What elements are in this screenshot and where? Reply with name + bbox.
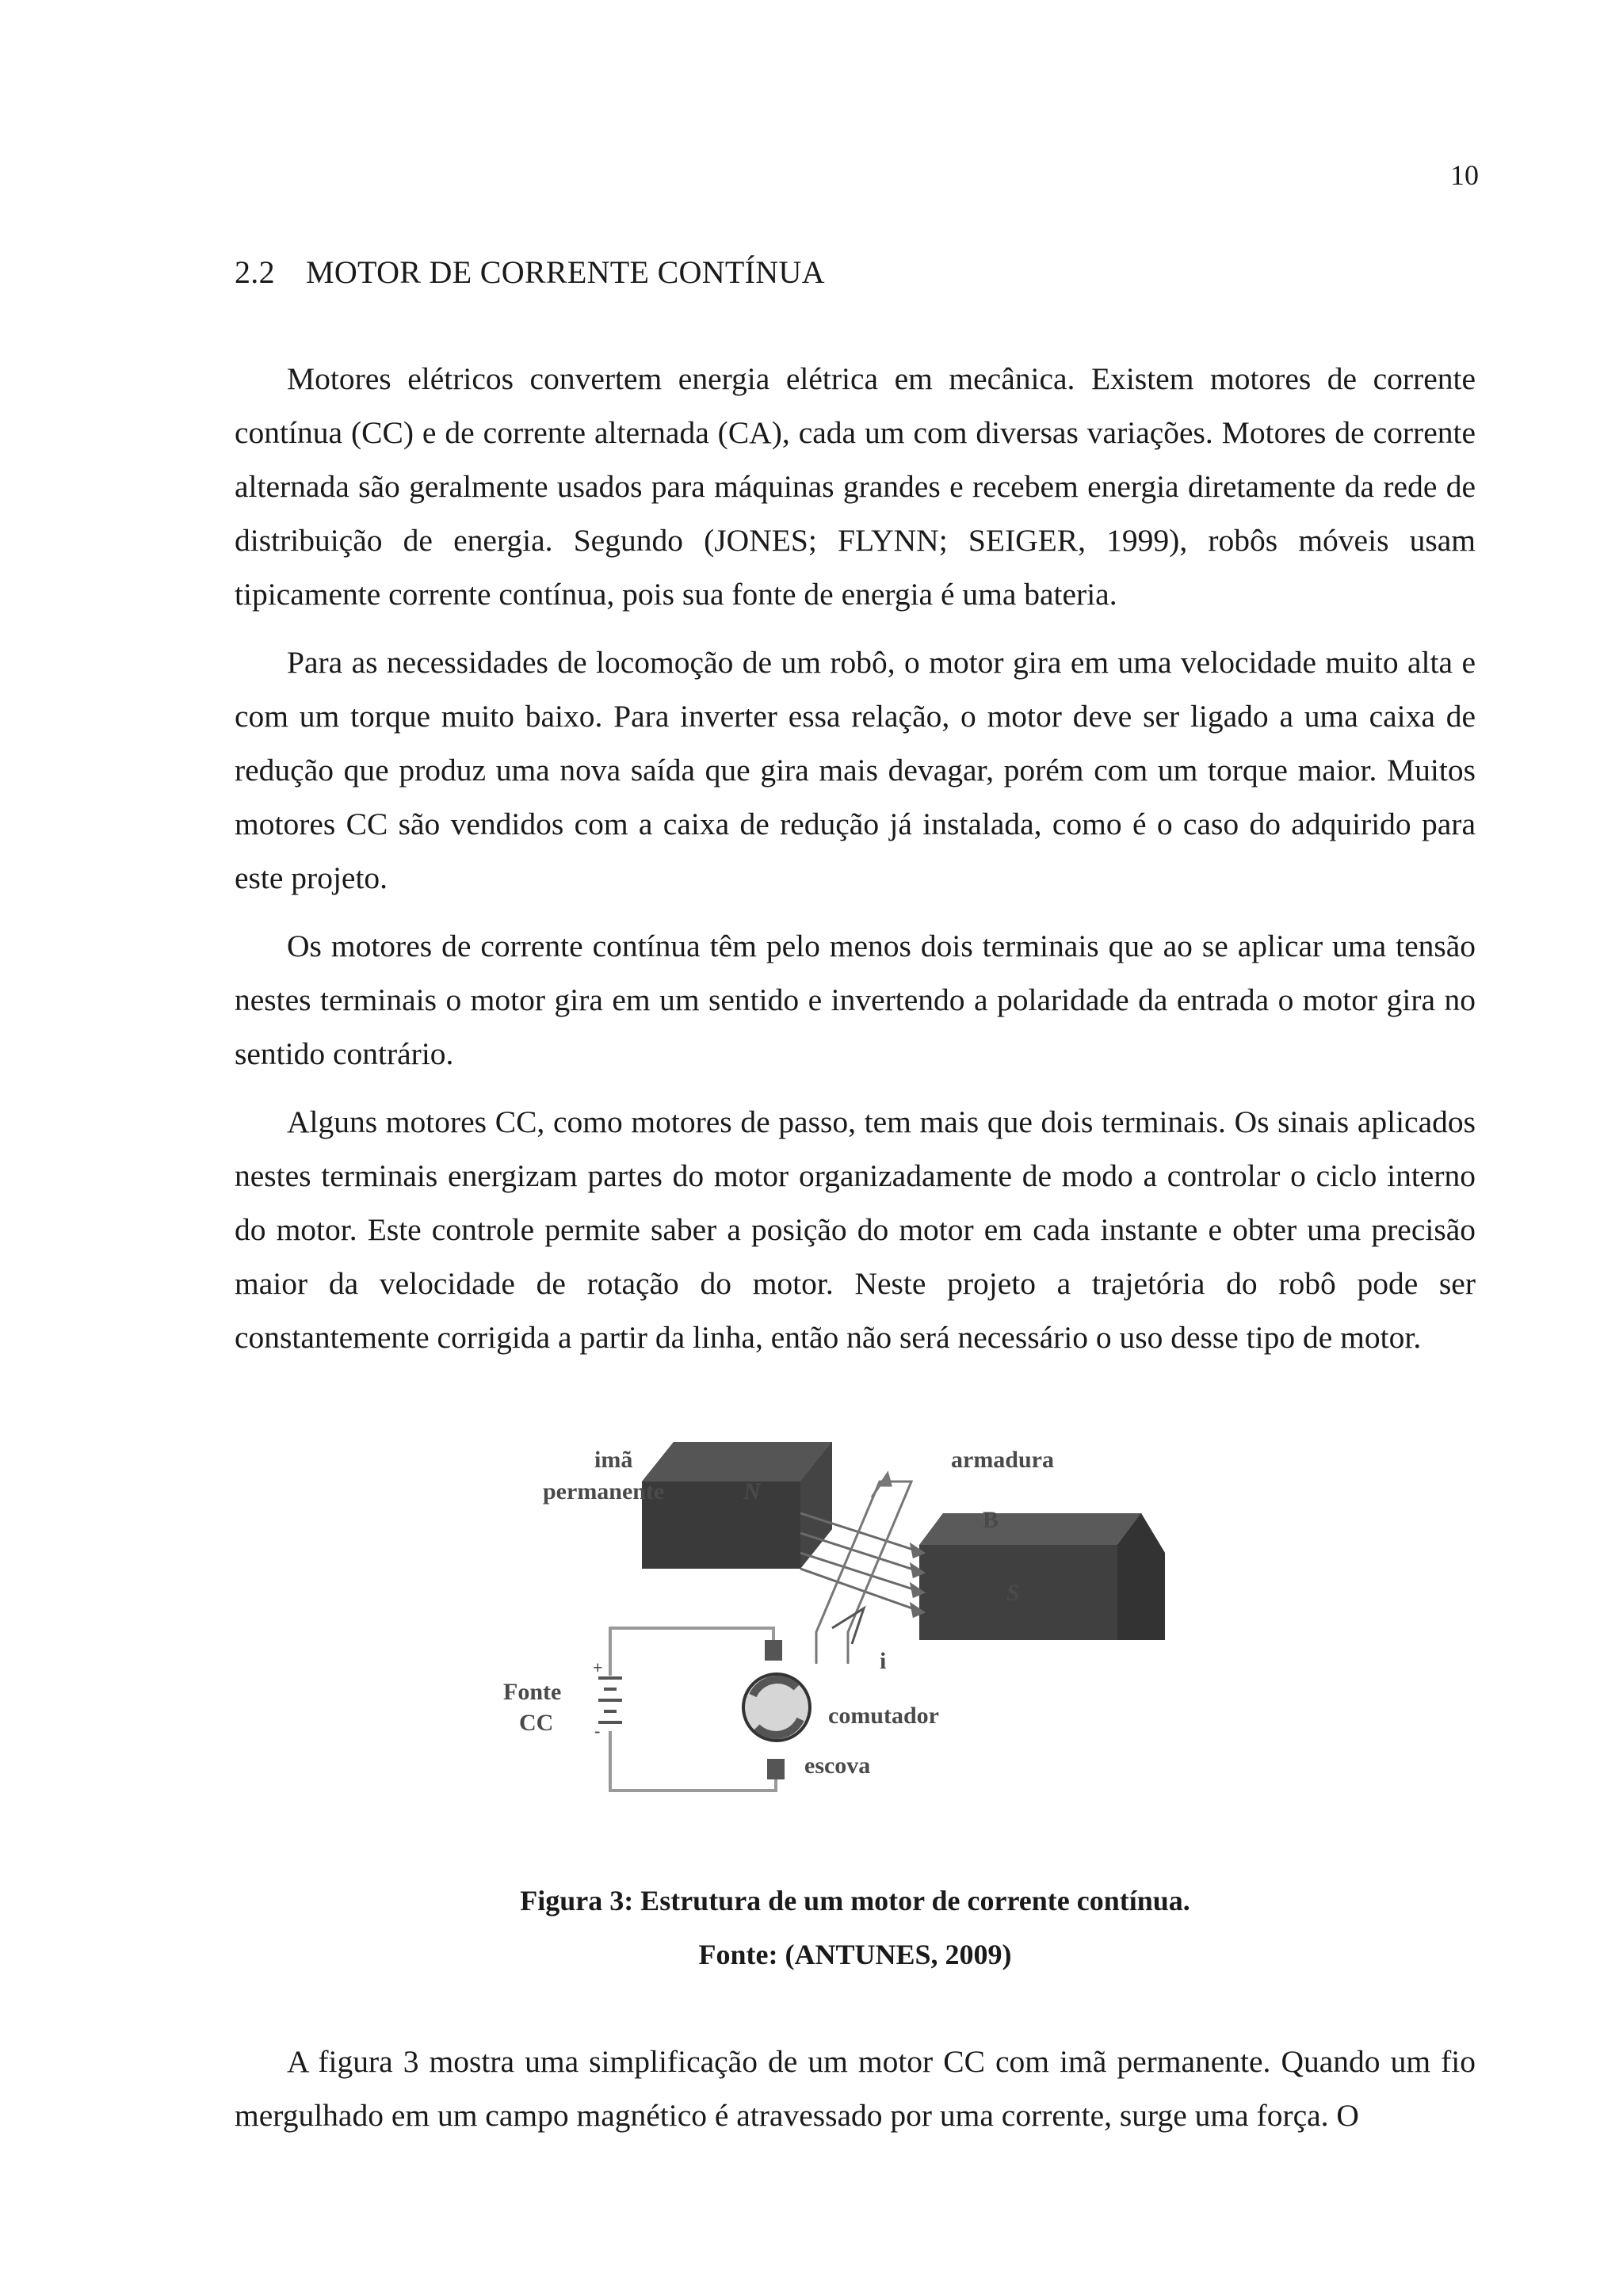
- north-magnet: [642, 1442, 832, 1569]
- label-ima: imã: [594, 1447, 633, 1473]
- label-pole-s: S: [1006, 1580, 1020, 1606]
- paragraph-locomocao: Para as necessidades de locomoção de um robô, o motor gira em uma velocidade muito alta e com um torque muito baixo. Para inverter essa relação, o motor deve ser ligado a uma caixa de redução que produz uma nova saída que gira mais devagar, porém com um torque maior. Muitos motores CC são vendidos com a caixa de redução já instalada, como é o caso do adquirido para este projeto.: [235, 645, 1476, 895]
- label-plus: +: [593, 1657, 603, 1677]
- label-fonte: Fonte: [503, 1679, 562, 1705]
- section-heading: [235, 254, 825, 291]
- label-permanente: permanente: [543, 1478, 665, 1505]
- label-current-i: i: [880, 1648, 887, 1674]
- label-comutador: comutador: [828, 1703, 939, 1729]
- paragraph-terminais: Os motores de corrente contínua têm pelo menos dois terminais que ao se aplicar uma tensão nestes terminais o motor gira em um sentido e invertendo a polaridade da entrada o motor gira no sentido contrário.: [235, 929, 1476, 1071]
- commutator: [743, 1674, 810, 1741]
- label-field-b: B: [983, 1507, 999, 1533]
- section-number: 2.2: [235, 254, 275, 290]
- battery-symbol: [598, 1678, 622, 1722]
- figure-source: Fonte: (ANTUNES, 2009): [698, 1939, 1012, 1970]
- south-magnet: [919, 1513, 1165, 1640]
- label-cc: CC: [519, 1710, 554, 1736]
- motor-cc-diagram: [491, 1426, 1236, 1814]
- figure-caption: Figura 3: Estrutura de um motor de corrente contínua.: [520, 1885, 1190, 1917]
- paragraph-motores-passo: Alguns motores CC, como motores de passo, tem mais que dois terminais. Os sinais aplicados nestes terminais energizam partes do motor organizadamente de modo a controlar o ciclo interno do motor. Este controle permite saber a posição do motor em cada instante e obter uma precisão maior da velocidade de rotação do motor. Neste projeto a trajetória do robô pode ser constantemente corrigida a partir da linha, então não será necessário o uso desse tipo de motor.: [235, 1104, 1476, 1355]
- motor-cc-figure: [491, 1426, 1236, 1814]
- label-escova: escova: [804, 1753, 871, 1779]
- section-title: MOTOR DE CORRENTE CONTÍNUA: [306, 254, 825, 290]
- bottom-brush: [767, 1759, 785, 1779]
- label-armadura: armadura: [951, 1447, 1054, 1473]
- top-brush: [765, 1640, 782, 1661]
- paragraph-figura-3: A figura 3 mostra uma simplificação de um motor CC com imã permanente. Quando um fio mergulhado em um campo magnético é atravessado por uma corrente, surge uma força. O: [235, 2044, 1476, 2133]
- paragraph-motores-eletricos: Motores elétricos convertem energia elétrica em mecânica. Existem motores de corrente contínua (CC) e de corrente alternada (CA), cada um com diversas variações. Motores de corrente alternada são geralmente usados para máquinas grandes e recebem energia diretamente da rede de distribuição de energia. Segundo (JONES; FLYNN; SEIGER, 1999), robôs móveis usam tipicamente corrente contínua, pois sua fonte de energia é uma bateria.: [235, 361, 1476, 612]
- label-pole-n: N: [743, 1478, 761, 1505]
- page-number: 10: [1450, 159, 1479, 191]
- label-minus: -: [594, 1721, 601, 1741]
